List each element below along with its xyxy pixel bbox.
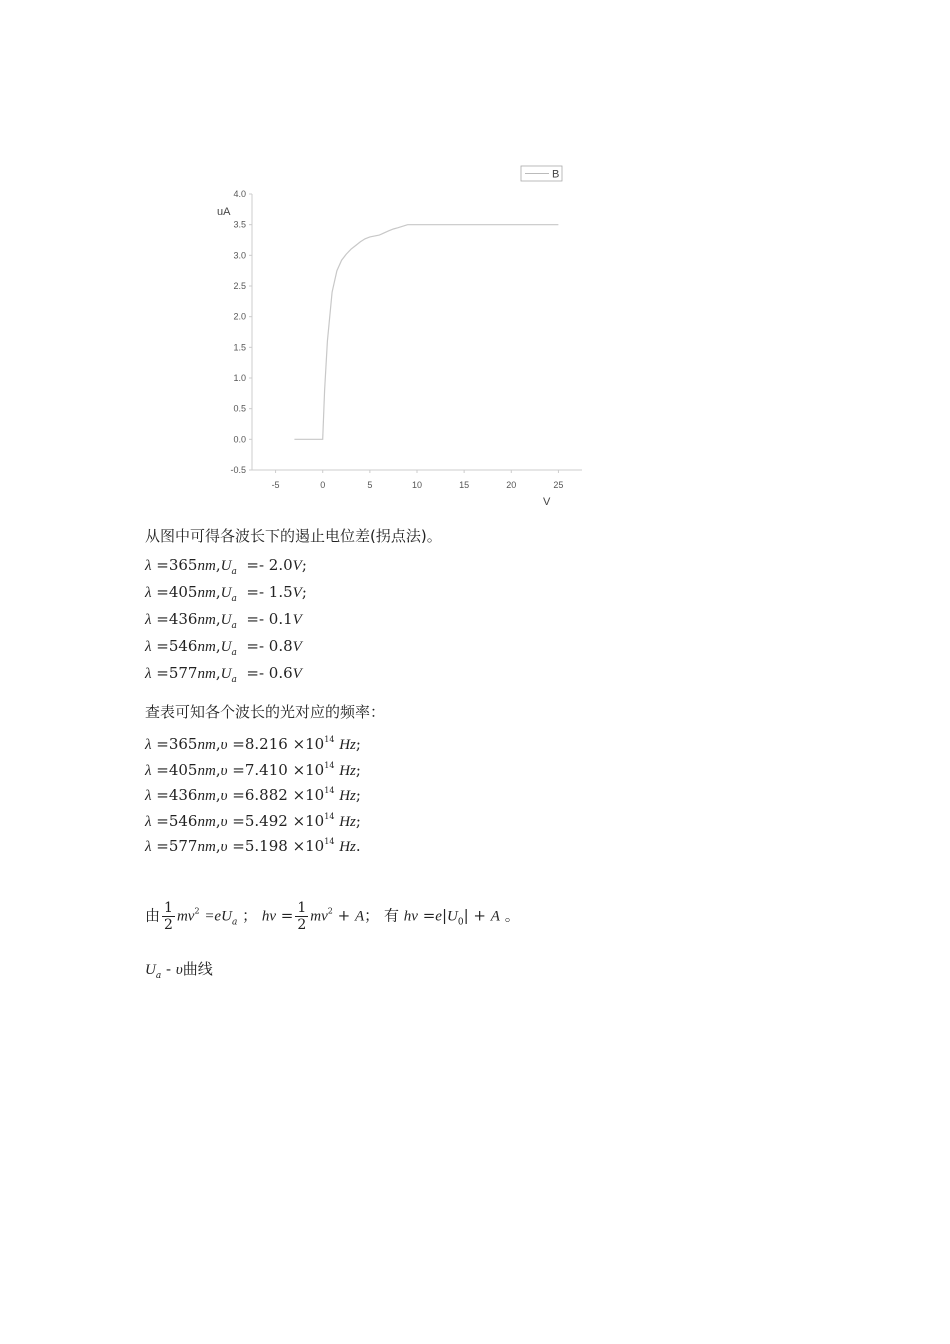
photocurrent-chart — [210, 160, 590, 510]
wavelength-value: 577 — [168, 837, 198, 855]
y-tick-label: 0.0 — [233, 434, 246, 445]
potential-value: - 0.6 — [258, 664, 293, 682]
y-tick-label: 0.5 — [233, 403, 246, 414]
chart-legend — [521, 166, 562, 181]
stopping-potential-row: $\lambda =577nm,U_a =- 0.6V$ — [145, 664, 302, 685]
row-tail: ; — [355, 735, 361, 753]
stopping-potential-row: $\lambda =405nm,U_a =- 1.5V$; — [145, 583, 307, 604]
wavelength-value: 436 — [168, 786, 198, 804]
legend-series-label: B — [552, 168, 560, 181]
energy-formula: 由 $\frac{1}{2}$ $mv^2 =eU_a$ ； hv = $\frac{1}{2}$ $mv^2 + A$； 有 hv $=e|U_0| + A$ 。 — [145, 900, 520, 933]
frequency-value: 5.198 — [244, 837, 288, 855]
wavelength-value: 365 — [168, 735, 198, 753]
x-tick-label: 25 — [553, 480, 564, 490]
potential-value: - 2.0 — [258, 556, 293, 574]
intro-text: 从图中可得各波长下的遏止电位差(拐点法)。 — [145, 527, 442, 545]
frequency-value: 7.410 — [244, 760, 288, 779]
series-b-line — [294, 225, 558, 440]
y-tick-label: 1.0 — [233, 373, 246, 383]
wavelength-value: 436 — [168, 610, 198, 628]
half-fraction: $\frac{1}{2}$ — [297, 900, 307, 933]
y-tick-label: 3.5 — [233, 219, 246, 230]
stopping-potential-row: $\lambda =546nm,U_a =- 0.8V$ — [145, 637, 302, 658]
frequency-value: 8.216 — [244, 735, 288, 753]
y-tick-label: 4.0 — [233, 189, 246, 199]
y-tick-label: -0.5 — [230, 465, 246, 475]
row-tail: . — [355, 837, 361, 855]
potential-value: - 1.5 — [258, 583, 293, 601]
wavelength-value: 577 — [168, 664, 198, 682]
row-tail: ; — [355, 811, 361, 830]
table-intro-text: 查表可知各个波长的光对应的频率： — [145, 703, 386, 721]
potential-value: - 0.1 — [258, 610, 293, 628]
x-axis-label: V — [543, 496, 551, 508]
x-tick-label: 20 — [506, 480, 517, 490]
y-tick-label: 3.0 — [233, 250, 246, 261]
row-tail: ; — [355, 786, 361, 804]
wavelength-value: 546 — [168, 637, 198, 655]
wavelength-value: 546 — [168, 811, 198, 830]
row-tail: ; — [355, 760, 361, 779]
potential-value: - 0.8 — [258, 637, 293, 655]
x-tick-label: -5 — [271, 480, 280, 490]
half-fraction: $\frac{1}{2}$ — [164, 900, 173, 933]
stopping-potential-row: $\lambda =436nm,U_a =- 0.1V$ — [145, 610, 302, 631]
row-tail: ; — [301, 556, 307, 574]
x-tick-label: 10 — [411, 480, 423, 490]
frequency-value: 6.882 — [244, 786, 288, 804]
wavelength-value: 405 — [168, 583, 198, 601]
wavelength-value: 365 — [168, 556, 198, 574]
y-tick-label: 2.5 — [233, 281, 246, 291]
y-axis-label: uA — [217, 206, 231, 218]
frequency-row: $\lambda =577nm,\upsilon =5.198 \times 10^{14}$ Hz. — [145, 837, 361, 855]
y-tick-label: 2.0 — [233, 311, 246, 322]
stopping-potential-row: $\lambda =365nm,U_a =- 2.0V$; — [145, 556, 307, 577]
x-tick-label: 5 — [367, 480, 373, 490]
frequency-row: $\lambda =436nm,\upsilon =6.882 \times 10^{14}$ Hz; — [145, 786, 361, 804]
ua-nu-curve-heading: $U_a$ - υ曲线 — [145, 960, 213, 981]
y-tick-label: 1.5 — [233, 342, 246, 353]
wavelength-value: 405 — [168, 760, 198, 779]
frequency-value: 5.492 — [244, 811, 288, 830]
row-tail: ; — [301, 583, 307, 601]
x-tick-label: 15 — [459, 480, 470, 490]
frequency-row: $\lambda =405nm,\upsilon =7.410 \times 10^{14}$ Hz; — [145, 760, 361, 779]
x-tick-label: 0 — [320, 480, 326, 490]
frequency-row: $\lambda =546nm,\upsilon =5.492 \times 10^{14}$ Hz; — [145, 811, 361, 830]
frequency-row: $\lambda =365nm,\upsilon =8.216 \times 10^{14}$ Hz; — [145, 735, 361, 753]
